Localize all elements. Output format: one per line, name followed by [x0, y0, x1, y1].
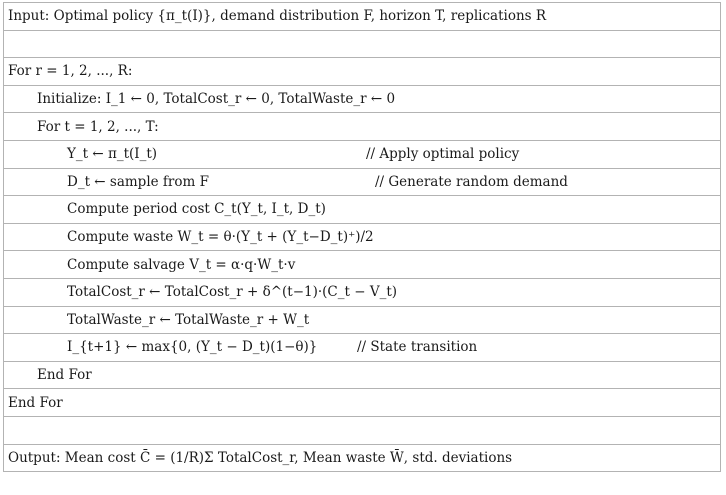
line-text: Output: Mean cost C̄ = (1/R)Σ TotalCost_r, Mean waste W̄, std. deviations [8, 449, 513, 466]
line-comment: // State transition [357, 339, 478, 356]
line-text: For r = 1, 2, ..., R: [8, 63, 133, 80]
table-row [4, 361, 721, 389]
line-text: I_{t+1} ← max{0, (Y_t − D_t)(1−θ)} [67, 339, 318, 356]
output-line [4, 444, 721, 472]
line-text: Initialize: I_1 ← 0, TotalCost_r ← 0, TotalWaste_r ← 0 [37, 91, 396, 108]
demand-line [4, 168, 721, 196]
line-text: D_t ← sample from F [67, 173, 209, 190]
line-text: TotalWaste_r ← TotalWaste_r + W_t [67, 311, 310, 328]
table-row [4, 85, 721, 113]
table-row [4, 278, 721, 306]
outer-loop-line [4, 58, 721, 86]
table-row [4, 58, 721, 86]
initialize-line [4, 85, 721, 113]
salvage-line [4, 251, 721, 279]
table-row [4, 196, 721, 224]
line-comment: // Apply optimal policy [366, 146, 520, 163]
policy-line [4, 140, 721, 168]
table-row [4, 223, 721, 251]
table-row [4, 251, 721, 279]
line-text: Compute period cost C_t(Y_t, I_t, D_t) [67, 201, 326, 218]
table-row [4, 306, 721, 334]
blank-line [4, 30, 721, 58]
inner-end-line [4, 361, 721, 389]
table-row [4, 3, 721, 31]
line-text: Input: Optimal policy {π_t(I)}, demand distribution F, horizon T, replications R [8, 8, 547, 25]
line-text: End For [37, 367, 92, 384]
outer-end-line [4, 389, 721, 417]
table-row [4, 416, 721, 444]
table-row [4, 334, 721, 362]
algorithm-table [3, 2, 721, 472]
line-text: Compute waste W_t = θ·(Y_t + (Y_t−D_t)⁺)/2 [67, 229, 374, 246]
table-row [4, 113, 721, 141]
line-text: Y_t ← π_t(I_t) [67, 146, 158, 163]
cost-line [4, 196, 721, 224]
line-text: End For [8, 394, 63, 411]
table-row [4, 168, 721, 196]
table-row [4, 444, 721, 472]
blank-line [4, 416, 721, 444]
line-comment: // Generate random demand [375, 173, 568, 190]
table-row [4, 140, 721, 168]
table-row [4, 389, 721, 417]
state-transition-line [4, 334, 721, 362]
total-cost-line [4, 278, 721, 306]
line-text: For t = 1, 2, ..., T: [37, 118, 159, 135]
input-line [4, 3, 721, 31]
line-text: Compute salvage V_t = α·q·W_t·v [67, 256, 296, 273]
line-text: TotalCost_r ← TotalCost_r + δ^(t−1)·(C_t − V_t) [67, 284, 398, 301]
waste-line [4, 223, 721, 251]
table-row [4, 30, 721, 58]
total-waste-line [4, 306, 721, 334]
inner-loop-line [4, 113, 721, 141]
